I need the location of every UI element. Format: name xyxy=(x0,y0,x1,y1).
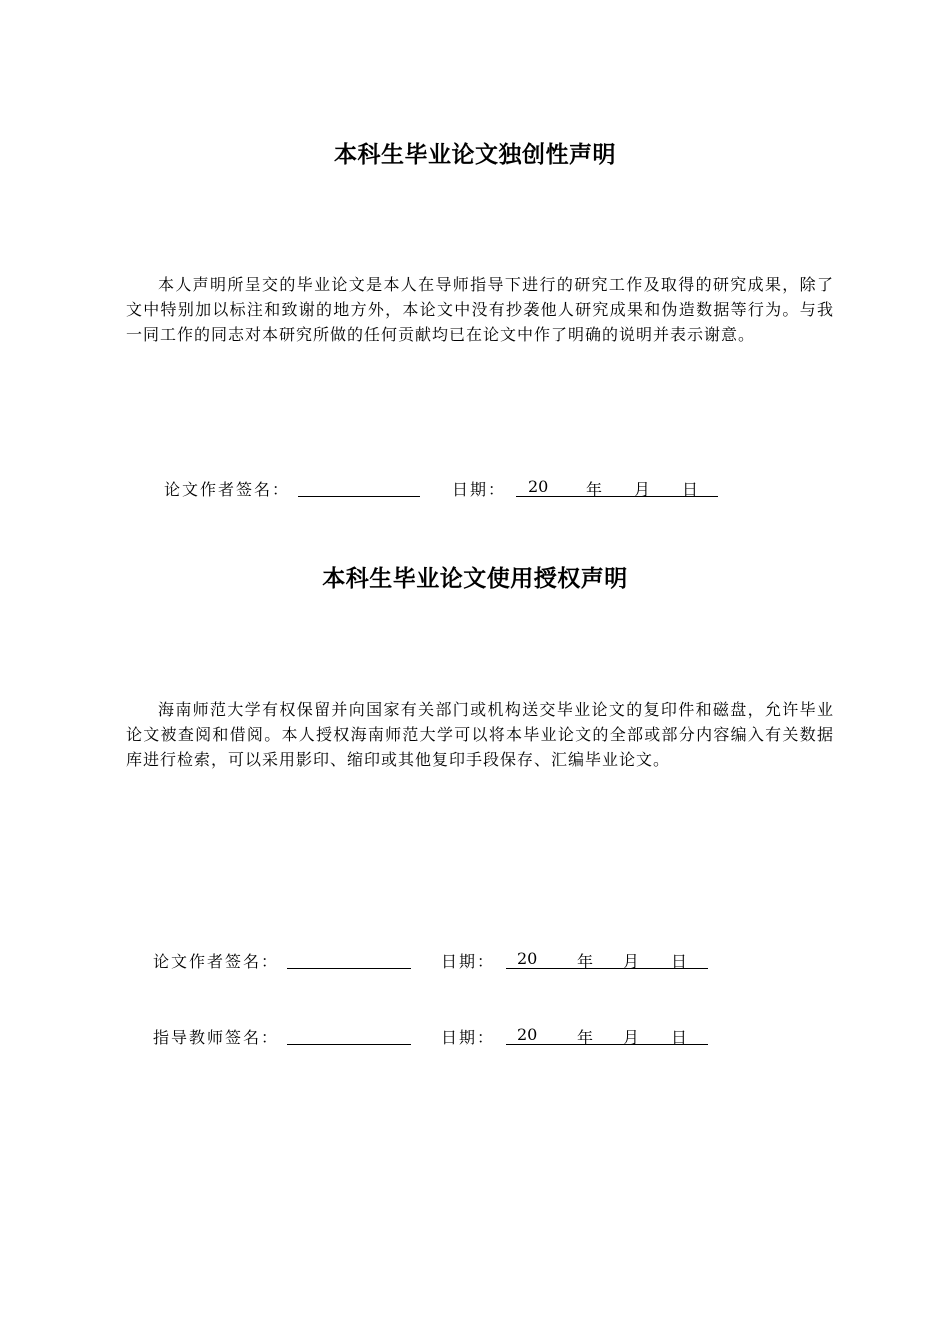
date-day-unit: 日 xyxy=(682,480,699,499)
originality-signature-row xyxy=(164,477,724,501)
advisor-signature-line[interactable] xyxy=(287,1044,411,1045)
date-month-unit: 月 xyxy=(623,952,640,971)
date-year-prefix: 20 xyxy=(517,949,538,968)
date-year-prefix: 20 xyxy=(528,477,549,496)
authorization-author-signature-row xyxy=(153,949,713,973)
date-year-unit: 年 xyxy=(577,952,594,971)
authorization-body: 海南师范大学有权保留并向国家有关部门或机构送交毕业论文的复印件和磁盘，允许毕业论文被查阅和借阅。本人授权海南师范大学可以将本毕业论文的全部或部分内容编入有关数据库进行检索，可以采用影印、缩印或其他复印手段保存、汇编毕业论文。 xyxy=(126,700,834,769)
date-day-unit: 日 xyxy=(671,952,688,971)
date-label: 日期： xyxy=(441,1028,496,1047)
date-label: 日期： xyxy=(452,480,507,499)
date-year-unit: 年 xyxy=(577,1028,594,1047)
date-year-unit: 年 xyxy=(586,480,603,499)
date-month-unit: 月 xyxy=(634,480,651,499)
advisor-signature-label: 指导教师签名： xyxy=(153,1028,280,1047)
authorization-title: 本科生毕业论文使用授权声明 xyxy=(322,566,628,592)
date-label: 日期： xyxy=(441,952,496,971)
originality-body: 本人声明所呈交的毕业论文是本人在导师指导下进行的研究工作及取得的研究成果，除了文中特别加以标注和致谢的地方外，本论文中没有抄袭他人研究成果和伪造数据等行为。与我一同工作的同志对本研究所做的任何贡献均已在论文中作了明确的说明并表示谢意。 xyxy=(126,275,834,344)
authorization-advisor-signature-row xyxy=(153,1025,713,1049)
date-day-unit: 日 xyxy=(671,1028,688,1047)
date-year-prefix: 20 xyxy=(517,1025,538,1044)
date-month-unit: 月 xyxy=(623,1028,640,1047)
originality-title: 本科生毕业论文独创性声明 xyxy=(334,142,616,168)
author-signature-label: 论文作者签名： xyxy=(164,480,291,499)
author-signature-line[interactable] xyxy=(298,496,420,497)
author-signature-line[interactable] xyxy=(287,968,411,969)
author-signature-label: 论文作者签名： xyxy=(153,952,280,971)
